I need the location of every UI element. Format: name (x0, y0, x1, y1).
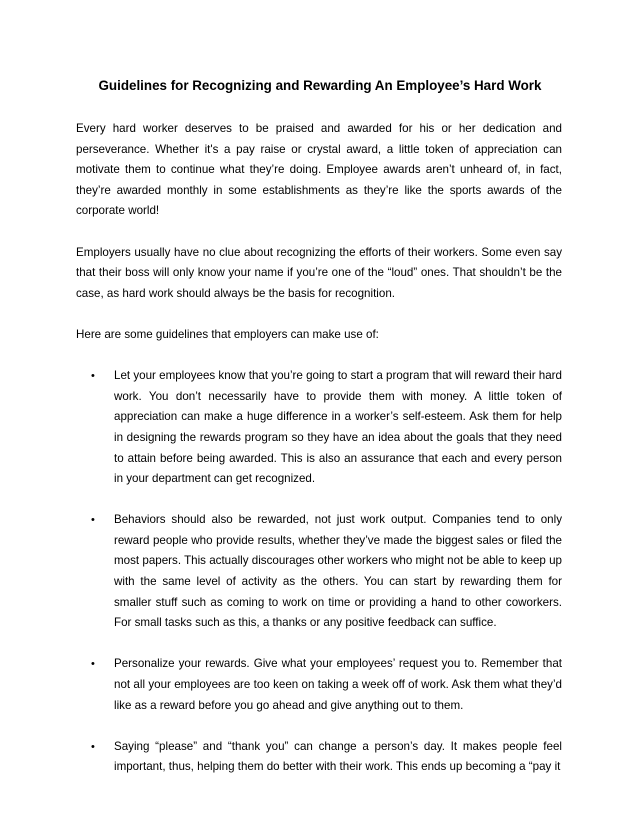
list-item (76, 654, 562, 716)
document-title: Guidelines for Recognizing and Rewarding An Employee’s Hard Work (98, 78, 542, 93)
paragraph-intro: Every hard worker deserves to be praised and awarded for his or her dedication and perseverance. Whether it's a pay raise or crystal award, a little token of appreciation can motivate them to continue what they’re doing. Employee awards aren’t unheard of, in fact, they’re awarded monthly in some establishments as they’re like the sports awards of the corporate world! (76, 122, 562, 218)
bullet-icon: • (91, 514, 95, 527)
list-item-text: Personalize your rewards. Give what your employees’ request you to. Remember that not all your employees are too keen on taking a week off of work. Ask them what they’d like as a reward before you go ahead and give anything out to them. (114, 657, 562, 712)
guidelines-list (76, 366, 562, 778)
list-item-text: Saying “please” and “thank you” can change a person’s day. It makes people feel important, thus, helping them do better with their work. This ends up becoming a “pay it (114, 739, 562, 774)
bullet-icon: • (91, 740, 95, 753)
paragraph-guidelines-lead: Here are some guidelines that employers can make use of: (76, 327, 379, 341)
bullet-icon: • (91, 370, 95, 383)
document-body (76, 119, 562, 799)
list-item (76, 366, 562, 490)
list-item-text: Let your employees know that you’re going to start a program that will reward their hard work. You don’t necessarily have to provide them with money. A little token of appreciation can make a huge difference in a worker’s self-esteem. Ask them for help in designing the rewards program so they have an idea about the goals that they need to attain before being awarded. This is also an assurance that each and every person in your department can get recognized. (114, 369, 562, 486)
list-item (76, 510, 562, 634)
list-item-text: Behaviors should also be rewarded, not just work output. Companies tend to only reward people who provide results, whether they’ve made the biggest sales or filed the most papers. This actually discourages other workers who might not be able to keep up with the same level of activity as the others. You can start by rewarding them for smaller stuff such as coming to work on time or providing a hand to other coworkers. For small tasks such as this, a thanks or any positive feedback can suffice. (114, 513, 562, 630)
bullet-icon: • (91, 658, 95, 671)
list-item (76, 737, 562, 778)
paragraph-employers: Employers usually have no clue about recognizing the efforts of their workers. Some even say that their boss will only know your name if you’re one of the “loud” ones. That shouldn’t be the case, as hard work should always be the basis for recognition. (76, 245, 562, 300)
